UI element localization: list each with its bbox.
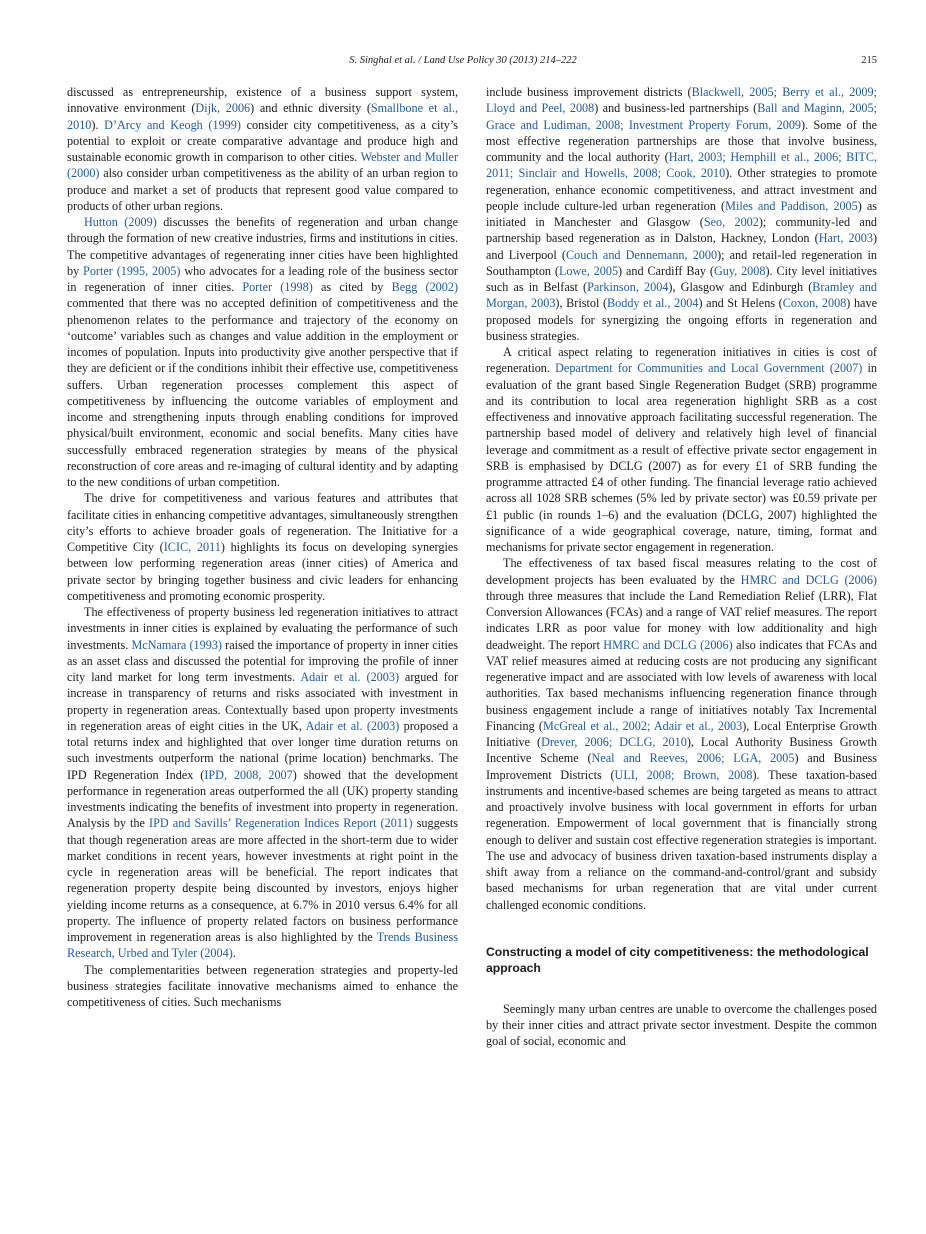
citation-link[interactable]: Coxon, 2008 bbox=[782, 296, 847, 311]
citation-link[interactable]: Hart, 2003 bbox=[818, 231, 873, 246]
text-run: ) and St Helens ( bbox=[698, 296, 783, 311]
text-run: Seemingly many urban centres are unable to overcome the challenges posed by their inner cities and attract private sector investment. Despite the common goal of social, economic and bbox=[486, 1001, 877, 1049]
text-run: The drive for competitiveness and various features and attributes that facilitate cities in enhancing competitive advantages, simultaneously strengthen city’s efforts to achieve broader goals of regeneration. The Initiative for a Competitive City ( bbox=[67, 491, 458, 554]
citation-link[interactable]: Adair et al. (2003) bbox=[300, 670, 400, 684]
citation-link[interactable]: Begg (2002) bbox=[391, 280, 459, 294]
paragraph bbox=[486, 1001, 877, 1050]
paragraph bbox=[67, 490, 458, 604]
citation-link[interactable]: Adair et al. (2003) bbox=[305, 718, 400, 733]
citation-link[interactable]: Porter (1995, 2005) bbox=[83, 263, 181, 278]
citation-link[interactable]: HMRC and DCLG (2006) bbox=[603, 637, 733, 652]
paragraph bbox=[67, 84, 458, 214]
text-run: ). City level initiatives such as in Belfast ( bbox=[486, 263, 878, 294]
citation-link[interactable]: Lowe, 2005 bbox=[558, 263, 619, 278]
text-run: The complementarities between regeneration strategies and property-led business strategies facilitate innovative mechanisms aimed to enhance the competitiveness of cities. Such mechanisms bbox=[67, 962, 458, 1009]
text-run: ). Other strategies to promote regeneration, enhance economic competitiveness, and attract investment and people include culture-led urban regeneration ( bbox=[486, 166, 877, 213]
paragraph bbox=[486, 84, 877, 344]
citation-link[interactable]: Hutton (2009) bbox=[84, 215, 157, 229]
citation-link[interactable]: IPD and Savills’ Regeneration Indices Report (2011) bbox=[149, 816, 413, 831]
text-run: discussed as entrepreneurship, existence of a business support system, innovative environment ( bbox=[67, 85, 458, 116]
citation-link[interactable]: Webster and Muller (2000) bbox=[67, 150, 458, 181]
citation-link[interactable]: Guy, 2008 bbox=[713, 263, 766, 278]
citation-link[interactable]: Department for Communities and Local Government (2007) bbox=[555, 361, 863, 376]
text-run: ) and Cardiff Bay ( bbox=[618, 263, 714, 278]
text-run: through three measures that include the Land Remediation Relief (LRR), Flat Conversion Allowances (FCAs) and a range of VAT relief measures. The report indicates LRR as poor value for money with low additionality and high deadweight. The report bbox=[486, 588, 877, 652]
citation-link[interactable]: Seo, 2002 bbox=[703, 215, 759, 229]
citation-link[interactable]: Couch and Dennemann, 2000 bbox=[565, 247, 718, 262]
text-run: as cited by bbox=[312, 280, 392, 294]
text-run: ) and business-led partnerships ( bbox=[594, 101, 758, 116]
paragraph bbox=[486, 344, 877, 555]
text-run: ). These taxation-based instruments and incentive-based schemes are being targeted as means to attract and proactively involve business with local government in efforts for urban regeneration. Empowerment of local government that is financially strong enough to deliver and sustain cost effective regeneration strategies is important. The use and advocacy of business driven taxation-based instruments display a shift away from a reliance on the command-and-control/grant and subsidy based mechanisms for urban regeneration that are vital under current challenged economic conditions. bbox=[486, 767, 878, 912]
citation-link[interactable]: Bramley and Morgan, 2003 bbox=[486, 280, 877, 311]
citation-link[interactable]: McGreal et al., 2002; Adair et al., 2003 bbox=[543, 718, 743, 733]
text-run: commented that there was no accepted definition of competitiveness and the phenomenon relates to the performance and trajectory of the economy on ‘outcome’ variables such as changes and value addition in the employment or incomes of population. Inputs into productivity give another perspective that if they are deficient or if the conditions inhibit their effective use, competitiveness suffers. Urban regeneration processes complement this aspect of competitiveness by influencing the outcome variables of employment and income and strengthening inputs through enabling conditions for improved physical/built environment, economic and social benefits. Many cities have successfully embraced regeneration strategies by means of the physical reconstruction of core areas and re-imaging of cultural identity and by adapting to the new conditions of urban competition. bbox=[67, 296, 458, 489]
text-run: also consider urban competitiveness as the ability of an urban region to produce and market a set of products that represent good value compared to products of other urban regions. bbox=[67, 166, 458, 213]
text-run: ) and Liverpool ( bbox=[486, 231, 877, 262]
citation-link[interactable]: Smallbone et al., 2010 bbox=[67, 101, 458, 132]
text-run: who advocates for a leading role of the business sector in regeneration of inner cities. bbox=[67, 263, 458, 294]
text-run: ); community-led and partnership based regeneration as in Dalston, Hackney, London ( bbox=[486, 215, 878, 246]
text-run: ), Bristol ( bbox=[555, 296, 608, 311]
text-run: ) highlights its focus on developing synergies between low performing regeneration areas (inner cities) of America and private sector by bringing together business and civic leaders for enhancing competitiveness and promoting economic prosperity. bbox=[67, 540, 458, 603]
text-run: ) and ethnic diversity ( bbox=[250, 101, 371, 116]
text-run: ), Local Authority Business Growth Incentive Scheme ( bbox=[486, 735, 877, 766]
section-heading: Constructing a model of city competitiveness: the methodological approach bbox=[486, 944, 869, 975]
citation-link[interactable]: IPD, 2008, 2007 bbox=[204, 767, 293, 782]
text-run: ); and retail-led regeneration in Southampton ( bbox=[486, 247, 877, 278]
text-run: ), Glasgow and Edinburgh ( bbox=[668, 280, 813, 294]
paragraph bbox=[67, 962, 458, 1011]
text-run: proposed a total returns index and highlighted that over longer time duration returns on such investments outperform the national (prime location) benchmarks. The IPD Regeneration Index ( bbox=[67, 718, 459, 782]
citation-link[interactable]: D’Arcy and Keogh (1999) bbox=[104, 117, 241, 132]
text-run: raised the importance of property in inner cities as an asset class and discussed the potential for improving the profile of inner city land market for long term investments. bbox=[67, 637, 458, 684]
text-run: also indicates that FCAs and VAT relief measures aimed at reducing costs are not producing any significant regenerative impact and are associated with low levels of awareness with local authorities. Tax based mechanisms influencing regeneration finance through business engagement include a range of initiatives notably Tax Incremental Financing ( bbox=[486, 637, 877, 733]
paragraph bbox=[486, 555, 877, 913]
citation-link[interactable]: Parkinson, 2004 bbox=[587, 280, 669, 294]
citation-link[interactable]: Miles and Paddison, 2005 bbox=[725, 198, 858, 213]
text-run: The effectiveness of tax based fiscal measures relating to the cost of development projects has been evaluated by the bbox=[486, 556, 877, 587]
citation-link[interactable]: Dijk, 2006 bbox=[195, 101, 251, 116]
text-run: ). Some of the most effective regeneration partnerships are those that involve business, community and the local authority ( bbox=[486, 117, 877, 164]
citation-link[interactable]: ICIC, 2011 bbox=[163, 540, 221, 554]
text-run: discusses the benefits of regeneration and urban change through the formation of new creative industries, firms and institutions in cities. The competitive advantages of regenerating inner cities have been highlighted by bbox=[67, 215, 458, 278]
text-run: . bbox=[232, 946, 236, 961]
citation-link[interactable]: Hart, 2003; Hemphill et al., 2006; BITC, 2011; Sinclair and Howells, 2008; Cook, 2010 bbox=[486, 150, 877, 181]
text-run: include business improvement districts ( bbox=[486, 85, 692, 99]
text-run: ). bbox=[91, 117, 105, 132]
text-run: ) and Business Improvement Districts ( bbox=[486, 751, 878, 782]
text-run: ), Local Enterprise Growth Initiative ( bbox=[486, 718, 877, 749]
text-run: ) as initiated in Manchester and Glasgow ( bbox=[486, 198, 877, 229]
citation-link[interactable]: Neal and Reeves, 2006; LGA, 2005 bbox=[591, 751, 795, 766]
text-run: consider city competitiveness, as a city’s potential to exploit or create comparative advantage and produce high and sustainable economic growth in comparison to other cities. bbox=[67, 117, 458, 164]
text-run: argued for increase in transparency of returns and risks associated with investment in property in regeneration areas. Contextually based upon property investments in regeneration areas of eight cities in the UK, bbox=[67, 670, 459, 733]
citation-link[interactable]: HMRC and DCLG (2006) bbox=[740, 572, 877, 587]
citation-link[interactable]: Drever, 2006; DCLG, 2010 bbox=[541, 735, 687, 749]
text-run: suggests that though regeneration areas are more affected in the short-term due to wider market conditions in recent years, however investments at right point in the cycle in regeneration areas will be beneficial. The report indicates that regeneration property despite being discounted by investors, enjoys higher yielding income returns as a consequence, at 6.7% in 2010 versus 6.4% for all property. The influence of property related factors on business performance improvement in regeneration areas is also highlighted by the bbox=[67, 816, 458, 944]
right-column bbox=[486, 84, 877, 1050]
text-run: ) showed that the development performance in regeneration areas outperformed the all (UK) property standing investments indicating the benefits of investment into property in regeneration. Analysis by the bbox=[67, 767, 458, 831]
text-run: in evaluation of the grant based Single Regeneration Budget (SRB) programme and its contribution to local area regeneration highlight SRB as a cost effectiveness and innovative approach facilitating successful regeneration. The partnership based model of delivery and relatively high level of financial leverage and commitment as a result of effective private sector engagement in SRB is emphasised by DCLG (2007) as for every £1 of SRB funding the programme attracted £4 of other funding. The financial leverage ratio achieved across all 1028 SRB schemes (5% led by private sector) was £0.59 private per £1 public (in rounds 1–6) and the evaluation (DCLG, 2007) highlighted the significance of a wide geographical coverage, nature, timing, format and mechanisms for private sector engagement in regeneration. bbox=[486, 361, 877, 554]
citation-link[interactable]: Blackwell, 2005; Berry et al., 2009; Lloyd and Peel, 2008 bbox=[486, 85, 878, 116]
citation-link[interactable]: ULI, 2008; Brown, 2008 bbox=[614, 767, 753, 782]
text-run: ) have proposed models for synergizing the ongoing efforts in regeneration and business strategies. bbox=[486, 296, 877, 343]
journal-citation: S. Singhal et al. / Land Use Policy 30 (2013) 214–222 bbox=[349, 55, 577, 66]
paragraph bbox=[67, 604, 458, 962]
running-head bbox=[0, 55, 926, 69]
page-number: 215 bbox=[861, 55, 877, 66]
citation-link[interactable]: Trends Business Research, Urbed and Tyler (2004) bbox=[67, 930, 459, 961]
citation-link[interactable]: Ball and Maginn, 2005; Grace and Ludiman, 2008; Investment Property Forum, 2009 bbox=[486, 101, 877, 132]
left-column bbox=[67, 84, 458, 1010]
text-run: A critical aspect relating to regeneration initiatives in cities is cost of regeneration. bbox=[486, 345, 877, 376]
citation-link[interactable]: McNamara (1993) bbox=[131, 637, 222, 652]
text-run: The effectiveness of property business led regeneration initiatives to attract investments in inner cities is explained by evaluating the performance of such investments. bbox=[67, 605, 458, 652]
citation-link[interactable]: Porter (1998) bbox=[242, 280, 313, 294]
citation-link[interactable]: Boddy et al., 2004 bbox=[607, 296, 699, 311]
paragraph bbox=[67, 214, 458, 490]
